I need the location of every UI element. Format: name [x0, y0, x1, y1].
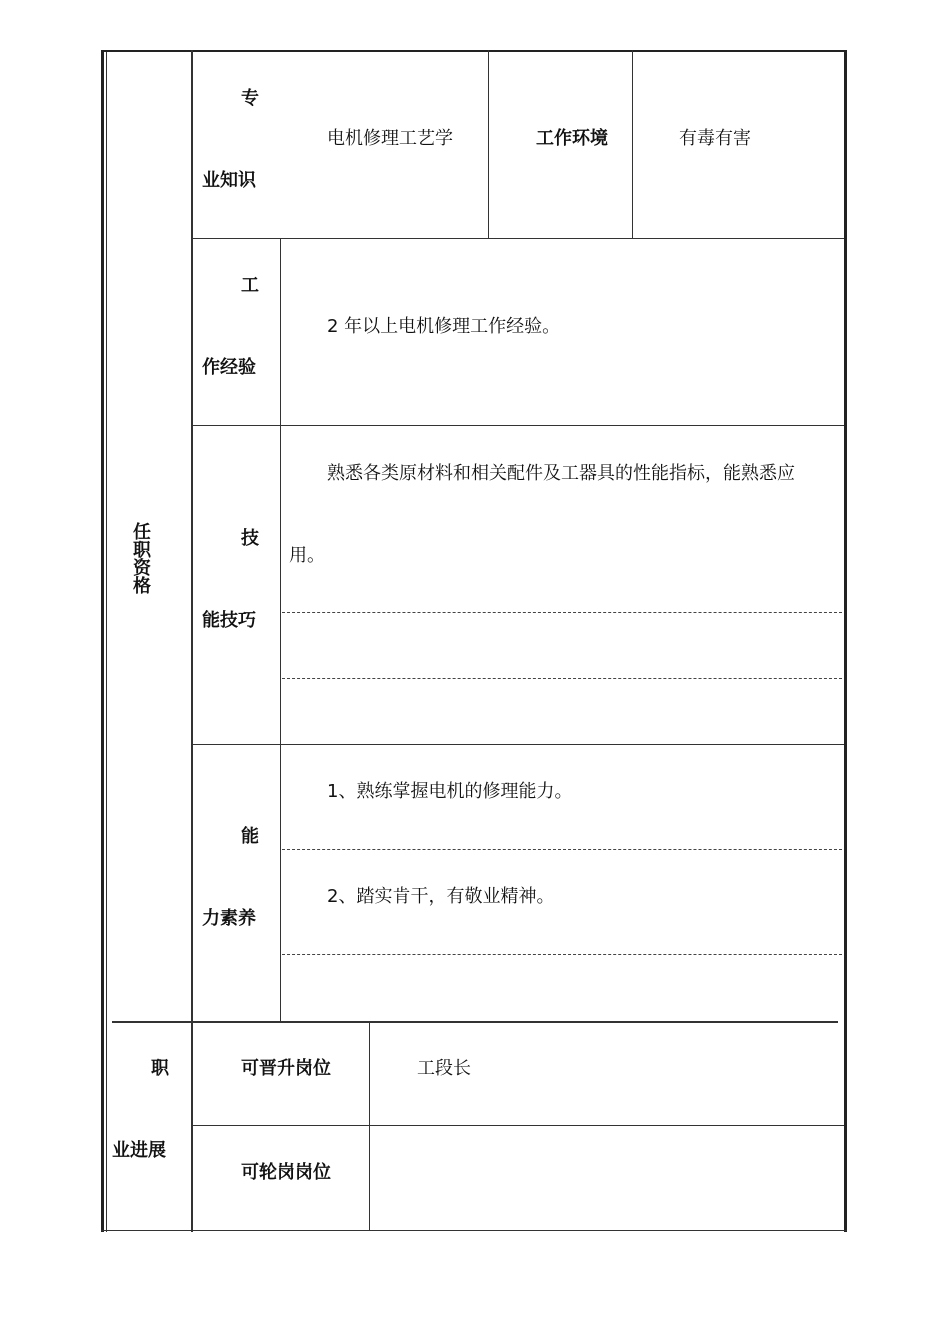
bottom-border: [101, 1230, 847, 1231]
skills-dashed-line-2: [282, 678, 842, 679]
career-section-label-part1: 职: [151, 1058, 169, 1079]
career-section-label-part2: 业进展: [112, 1140, 166, 1161]
top-border: [101, 50, 847, 52]
knowledge-col-border-1: [488, 50, 489, 238]
row-border-experience: [193, 425, 844, 426]
ability-label-part2: 力素养: [202, 908, 256, 929]
ability-dashed-line-2: [282, 954, 842, 955]
row-border-skills: [193, 744, 844, 745]
skills-value-line1: 熟悉各类原材料和相关配件及工器具的性能指标，能熟悉应: [327, 463, 795, 484]
section-column-border: [191, 50, 193, 1232]
section-border-career: [112, 1021, 838, 1023]
skills-label-part2: 能技巧: [202, 610, 256, 631]
skills-dashed-line-1: [282, 612, 842, 613]
outer-left-border-inner: [106, 50, 107, 1232]
skills-value-line2: 用。: [289, 545, 325, 566]
outer-right-border: [844, 50, 847, 1232]
career-col-border: [369, 1022, 370, 1230]
outer-left-border: [101, 50, 104, 1232]
promotion-label: 可晋升岗位: [241, 1058, 331, 1079]
experience-label-part2: 作经验: [202, 357, 256, 378]
ability-item-2: 2、踏实肯干，有敬业精神。: [327, 886, 555, 907]
skills-label-part1: 技: [241, 528, 259, 549]
experience-label-part1: 工: [241, 275, 259, 296]
experience-value: 2 年以上电机修理工作经验。: [327, 316, 561, 337]
qualifications-section-label: 任职资格: [130, 522, 151, 594]
label-column-border: [280, 238, 281, 1022]
row-border-promotion: [193, 1125, 844, 1126]
environment-value: 有毒有害: [679, 128, 751, 149]
knowledge-value: 电机修理工艺学: [327, 128, 453, 149]
environment-label: 工作环境: [536, 128, 608, 149]
ability-item-1: 1、熟练掌握电机的修理能力。: [327, 781, 573, 802]
knowledge-col-border-2: [632, 50, 633, 238]
promotion-value: 工段长: [417, 1058, 471, 1079]
row-border-knowledge: [193, 238, 844, 239]
rotation-label: 可轮岗岗位: [241, 1162, 331, 1183]
knowledge-label-part2: 业知识: [202, 170, 256, 191]
knowledge-label-part1: 专: [241, 88, 259, 109]
ability-dashed-line-1: [282, 849, 842, 850]
ability-label-part1: 能: [241, 826, 259, 847]
